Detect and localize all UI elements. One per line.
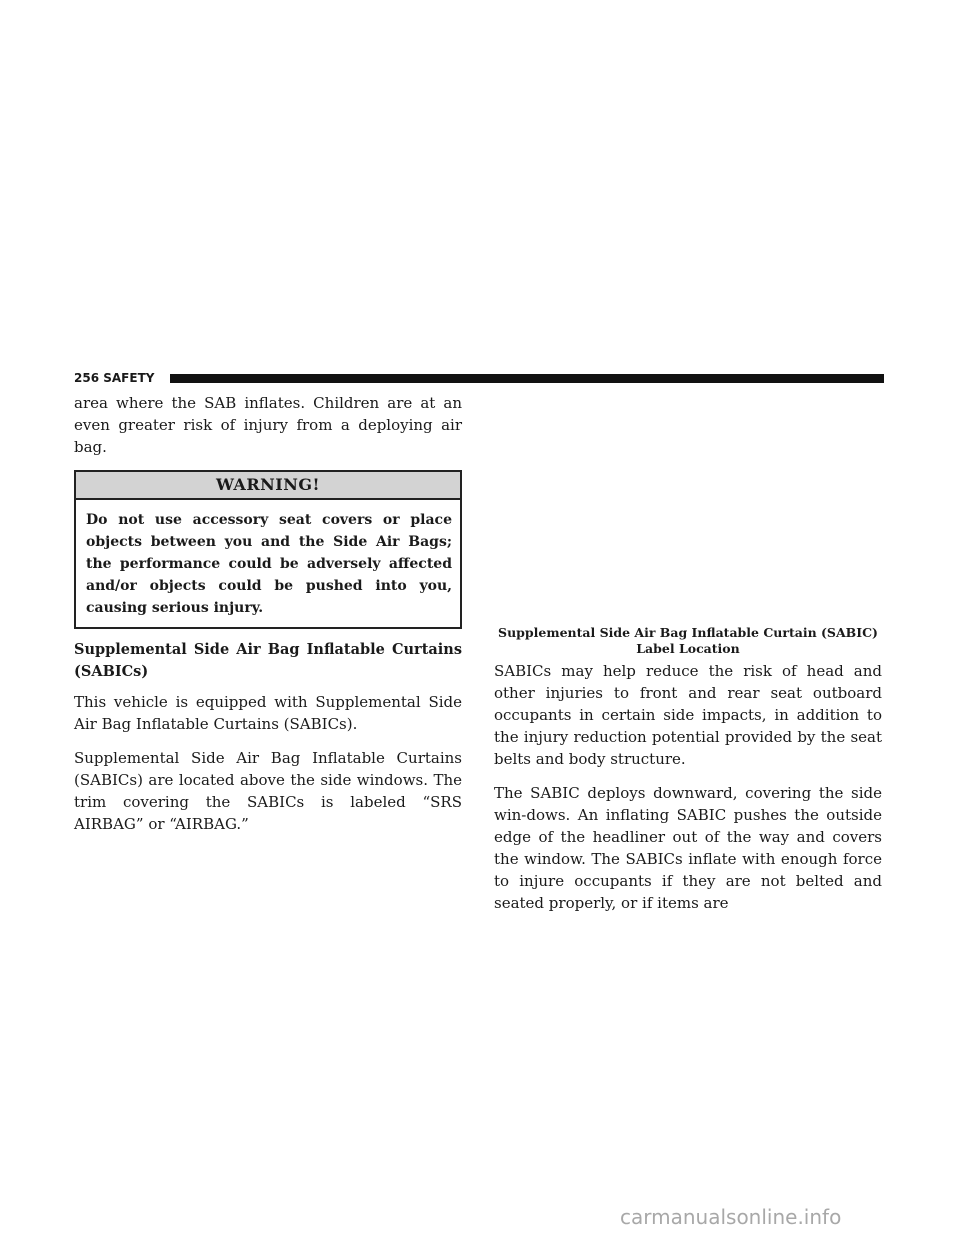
caption-line: Label Location (636, 641, 740, 656)
figure-caption (494, 625, 882, 657)
body-paragraph: Supplemental Side Air Bag Inflatable Curtains (SABICs) are located above the side windows. The trim covering the SABICs is labeled “SRS AIRBAG” or “AIRBAG.” (74, 749, 462, 833)
warning-title: WARNING! (76, 472, 460, 500)
intro-paragraph: area where the SAB inflates. Children are at an even greater risk of injury from a deploying air bag. (74, 394, 462, 456)
section-subheading: Supplemental Side Air Bag Inflatable Curtains (SABICs) (74, 641, 462, 680)
watermark: carmanualsonline.info (620, 1205, 842, 1229)
body-paragraph: This vehicle is equipped with Supplemental Side Air Bag Inflatable Curtains (SABICs). (74, 693, 462, 733)
section-title: SAFETY (103, 371, 155, 385)
header-rule (170, 374, 884, 383)
body-paragraph: SABICs may help reduce the risk of head and other injuries to front and rear seat outboard occupants in certain side impacts, in addition to the injury reduction potential provided by the seat belts and body structure. (494, 662, 882, 768)
page-header (74, 370, 884, 386)
left-column (74, 392, 462, 847)
right-column (494, 660, 882, 926)
warning-body: Do not use accessory seat covers or place objects between you and the Side Air Bags; the performance could be adversely affected and/or objects could be pushed into you, causing serious injury. (86, 512, 452, 616)
body-paragraph: The SABIC deploys downward, covering the side win-dows. An inflating SABIC pushes the outside edge of the headliner out of the way and covers the window. The SABICs inflate with enough force to injure occupants if they are not belted and seated properly, or if items are (494, 784, 882, 912)
warning-box (74, 470, 462, 629)
page-number-section (74, 370, 154, 386)
caption-line: Supplemental Side Air Bag Inflatable Curtain (SABIC) (498, 625, 878, 640)
page-number: 256 (74, 371, 100, 385)
